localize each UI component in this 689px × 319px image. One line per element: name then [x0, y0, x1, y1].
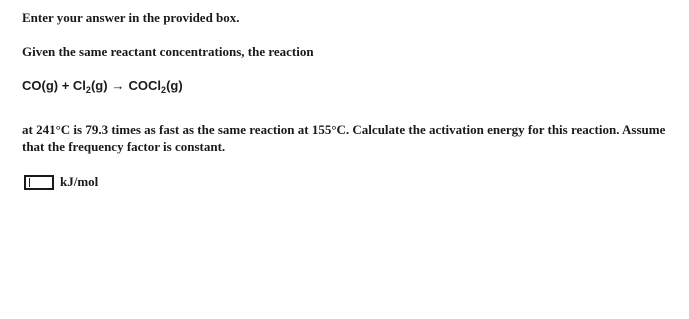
instruction-text: Enter your answer in the provided box.	[22, 10, 240, 25]
intro-text: Given the same reactant concentrations, the reaction	[22, 44, 314, 59]
equation-subscript-1: 2	[85, 85, 91, 95]
answer-row	[24, 174, 98, 190]
equation-part-4: (g)	[166, 78, 183, 93]
unit-label: kJ/mol	[60, 174, 99, 189]
problem-text: at 241°C is 79.3 times as fast as the same reaction at 155°C. Calculate the activation energy for this reaction. Assume that the frequency factor is constant.	[22, 122, 666, 154]
chemical-equation	[22, 78, 183, 93]
reaction-arrow-icon: →	[111, 78, 125, 93]
equation-part-1: CO(g) + Cl	[22, 78, 86, 93]
equation-part-3: COCl	[128, 78, 162, 93]
answer-input-box[interactable]	[24, 175, 54, 190]
equation-part-2: (g)	[90, 78, 108, 93]
equation-subscript-2: 2	[161, 85, 167, 95]
answer-input[interactable]	[26, 180, 52, 191]
